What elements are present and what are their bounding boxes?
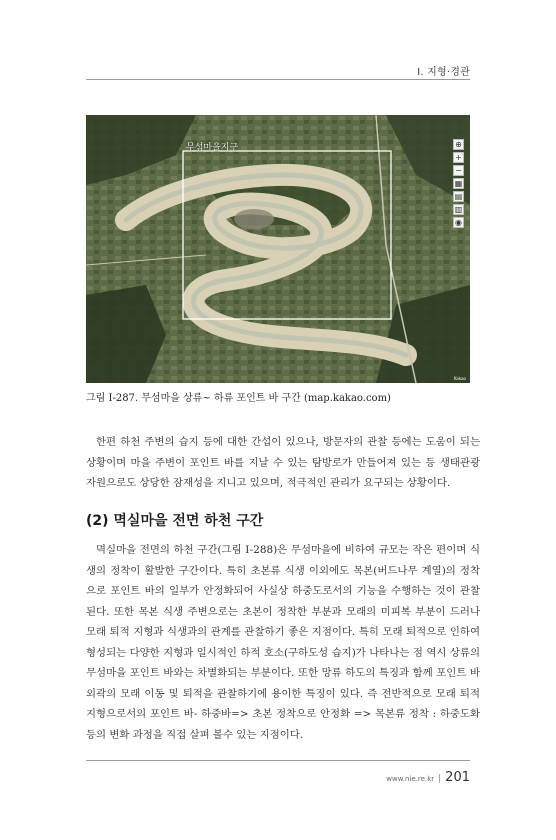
map-controls[interactable]: [453, 139, 464, 228]
map-view-icon[interactable]: ▤: [454, 192, 463, 201]
map-grid-icon[interactable]: ▥: [454, 205, 463, 214]
map-compass-icon[interactable]: ⊕: [453, 139, 464, 150]
footer-separator: |: [438, 774, 442, 784]
satellite-map[interactable]: [86, 115, 470, 383]
map-location-icon[interactable]: ◉: [453, 217, 464, 228]
header-rule: [86, 79, 470, 80]
page-number: 201: [445, 770, 470, 785]
zoom-out-button[interactable]: −: [453, 165, 464, 176]
footer-rule: [86, 760, 470, 761]
footer-url: www.nie.re.kr: [386, 775, 435, 783]
header-section-label: Ⅰ. 지형·경관: [417, 67, 470, 78]
satellite-imagery: [86, 115, 470, 383]
zoom-in-button[interactable]: +: [453, 152, 464, 163]
map-layer-icon[interactable]: ▦: [454, 179, 463, 188]
map-area-label: 무섬마을지구: [186, 143, 239, 153]
body-paragraph-1: 한편 하천 주변의 습지 등에 대한 간섭이 있으나, 방문자의 관찰 등에는 도움이 되는 상황이며 마을 주변이 포인트 바를 지날 수 있는 탐방로가 만들어져 있는 등 생태관광 자원으로도 상당한 잠재성을 지니고 있으며, 적극적인 관리가 요구되는 상황이다.: [86, 436, 480, 489]
map-attribution: Kakao: [453, 376, 466, 381]
page-footer: [386, 770, 470, 785]
section-heading: (2) 멱실마을 전면 하천 구간: [86, 513, 264, 529]
body-paragraph-2: 멱실마을 전면의 하천 구간(그림 Ⅰ-288)은 무섬마을에 비하여 규모는 작은 편이며 식생의 정착이 활발한 구간이다. 특히 초본류 식생 이외에도 목본(버드나무 계열)의 정착으로 포인트 바의 일부가 안정화되어 사실상 하중도로서의 기능을 수행하는 것이 관찰된다. 또한 목본 식생 주변으로는 초본이 정착한 부분과 모래의 미피복 부분이 드러나 모래 퇴적 지형과 식생과의 관계를 관찰하기 좋은 지점이다. 특히 모래 퇴적으로 인하여 형성되는 다양한 지형과 일시적인 하적 호소(구하도성 습지)가 나타나는 점 역시 상류의 무섬마을 포인트 바와는 차별화되는 부분이다. 또한 망류 하도의 특징과 함께 포인트 바 외곽의 모래 이동 및 퇴적을 관찰하기에 용이한 특징이 있다. 즉 전반적으로 모래 퇴적 지형으로서의 포인트 바- 하중바=> 초본 정착으로 안정화 => 목본류 정착 : 하중도화 등의 변화 과정을 직접 살펴 볼수 있는 지점이다.: [86, 544, 480, 741]
figure-caption: 그림 Ⅰ-287. 무섬마을 상류~ 하류 포인트 바 구간 (map.kakao.com): [86, 393, 391, 404]
